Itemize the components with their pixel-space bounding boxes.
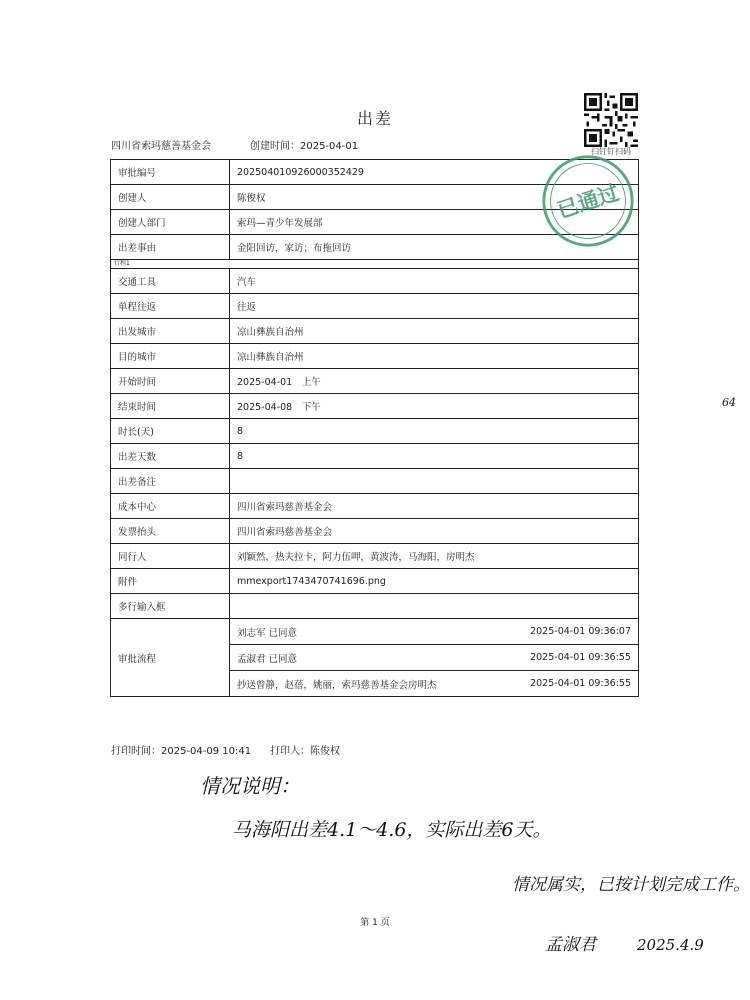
- field-label: 交通工具: [111, 269, 230, 294]
- table-row: [111, 319, 639, 344]
- approval-step: [230, 670, 638, 696]
- qr-caption: 扫钉钉扫码: [591, 147, 631, 156]
- field-label: 出差天数: [111, 444, 230, 469]
- organization-name: 四川省索玛慈善基金会: [111, 141, 211, 152]
- table-row: [111, 394, 639, 419]
- table-row: [111, 519, 639, 544]
- attachment-value: mmexport1743470741696.png: [230, 569, 639, 594]
- approval-flow-cell: [230, 619, 639, 697]
- handwritten-date: 2025.4.9: [637, 936, 704, 954]
- field-value: 索玛—青少年发展部: [230, 210, 639, 235]
- handwritten-signature: 孟淑君: [545, 935, 596, 955]
- table-row: [111, 344, 639, 369]
- field-value: 2025-04-01 上午: [230, 369, 639, 394]
- table-row: [111, 294, 639, 319]
- field-value: 四川省索玛慈善基金会: [230, 519, 639, 544]
- field-value: 金阳回访，家访；布拖回访: [230, 235, 639, 260]
- handwritten-heading: 情况说明：: [200, 774, 300, 798]
- approval-step-text: 刘志军 已同意: [237, 627, 298, 639]
- table-row: [111, 569, 639, 594]
- field-label: 发票抬头: [111, 519, 230, 544]
- field-value: 四川省索玛慈善基金会: [230, 494, 639, 519]
- field-value: 凉山彝族自治州: [230, 344, 639, 369]
- field-label: 出差事由: [111, 235, 230, 260]
- field-label: 同行人: [111, 544, 230, 569]
- approval-step-time: 2025-04-01 09:36:55: [530, 678, 631, 689]
- table-row: [111, 494, 639, 519]
- field-label: 单程往返: [111, 294, 230, 319]
- field-label: 出发城市: [111, 319, 230, 344]
- field-label: 成本中心: [111, 494, 230, 519]
- table-row: [111, 444, 639, 469]
- field-value: 陈俊权: [230, 185, 639, 210]
- section-label: 行程1: [111, 260, 639, 269]
- field-label: 审批编号: [111, 160, 230, 185]
- table-row: [111, 269, 639, 294]
- approval-step: [230, 644, 638, 670]
- field-label: 审批流程: [111, 619, 230, 697]
- approval-step-time: 2025-04-01 09:36:55: [530, 652, 631, 663]
- field-value: 凉山彝族自治州: [230, 319, 639, 344]
- approval-step: [230, 619, 638, 644]
- handwritten-line-2: 情况属实，已按计划完成工作。: [512, 875, 750, 895]
- field-label: 附件: [111, 569, 230, 594]
- approval-step-text: 抄送曾静，赵蓓，姚丽，索玛慈善基金会房明杰: [237, 679, 437, 691]
- approved-stamp: [540, 153, 636, 249]
- handwritten-line-1: 马海阳出差4.1～4.6，实际出差6天。: [232, 819, 552, 841]
- field-value: [230, 594, 639, 619]
- field-label: 时长(天): [111, 419, 230, 444]
- field-value: 刘颖然，热夫拉卡，阿力伍呷，黄波涛，马海阳，房明杰: [230, 544, 639, 569]
- field-value: 202504010926000352429: [230, 160, 639, 185]
- document-title: 出差: [356, 109, 393, 128]
- section-row: [111, 260, 639, 269]
- approval-step-time: 2025-04-01 09:36:07: [530, 626, 631, 637]
- field-label: 多行输入框: [111, 594, 230, 619]
- table-row: [111, 594, 639, 619]
- field-value: 2025-04-08 下午: [230, 394, 639, 419]
- qr-code-icon: [584, 93, 638, 147]
- table-row: [111, 544, 639, 569]
- field-value: 8: [230, 419, 639, 444]
- stamp-text: 已通过: [554, 179, 623, 223]
- print-time: 打印时间：2025-04-09 10:41: [111, 746, 252, 757]
- field-value: 汽车: [230, 269, 639, 294]
- table-row: [111, 419, 639, 444]
- approval-step-text: 孟淑君 已同意: [237, 653, 298, 665]
- field-label: 目的城市: [111, 344, 230, 369]
- printed-by: 打印人：陈俊权: [270, 746, 340, 757]
- handwritten-margin-note: 64: [722, 396, 736, 409]
- field-label: 开始时间: [111, 369, 230, 394]
- field-label: 创建人: [111, 185, 230, 210]
- field-value: 8: [230, 444, 639, 469]
- field-label: 出差备注: [111, 469, 230, 494]
- field-label: 创建人部门: [111, 210, 230, 235]
- table-row: [111, 369, 639, 394]
- approval-flow-row: [111, 619, 639, 697]
- field-value: 往返: [230, 294, 639, 319]
- created-time: 创建时间：2025-04-01: [250, 141, 359, 152]
- page-number: 第 1 页: [360, 918, 390, 928]
- field-label: 结束时间: [111, 394, 230, 419]
- table-row: [111, 469, 639, 494]
- field-value: [230, 469, 639, 494]
